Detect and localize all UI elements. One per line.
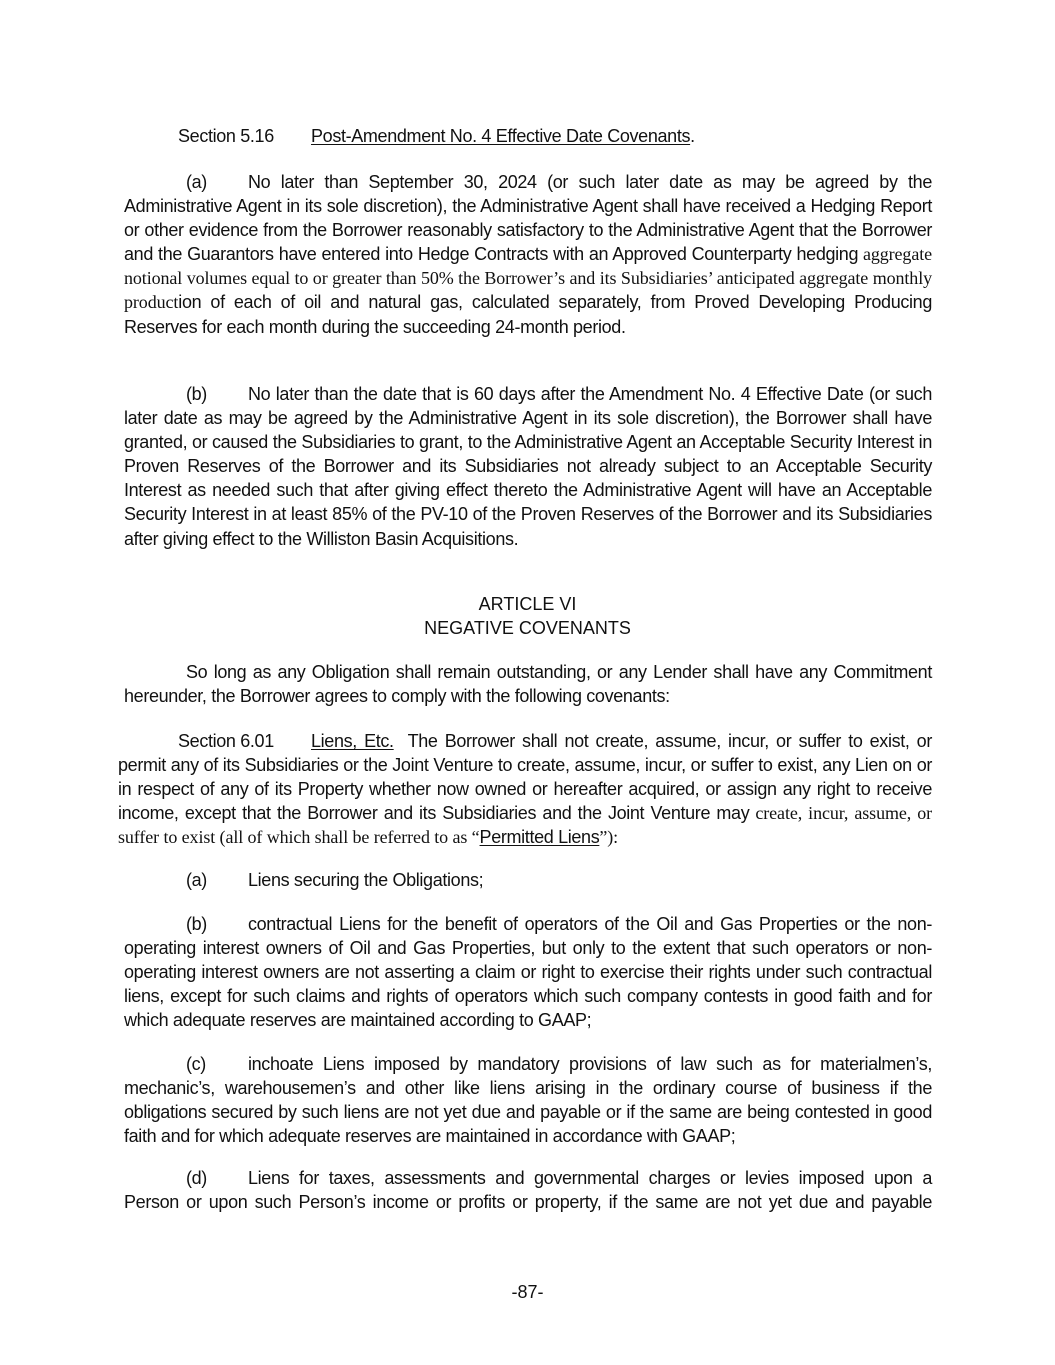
- section-5-16-paragraph-b: (b) No later than the date that is 60 days after the Amendment No. 4 Effective Date (or such later date as may be agreed by the Administrative Agent in its sole discretion), the Borrower shall have granted, or caused the Subsidiaries to grant, to the Administrative Agent an Acceptable Security Interest in Proven Reserves of the Borrower and its Subsidiaries not already subject to an Acceptable Security Interest as needed such that after giving effect thereto the Administrative Agent will have an Acceptable Security Interest in at least 85% of the PV-10 of the Proven Reserves of the Borrower and its Subsidiaries after giving effect to the Williston Basin Acquisitions.: [124, 384, 932, 549]
- section-6-01-item-c: (c) inchoate Liens imposed by mandatory provisions of law such as for materialmen’s, mechanic’s, warehousemen’s and other like liens arising in the ordinary course of business if the obligations secured by such liens are not yet due and payable or if the same are being contested in good faith and for which adequate reserves are maintained in accordance with GAAP;: [124, 1054, 932, 1147]
- item-label: (a): [186, 870, 207, 890]
- paragraph-label: (a): [186, 172, 207, 192]
- section-6-01-item-b: (b) contractual Liens for the benefit of operators of the Oil and Gas Properties or the non-operating interest owners of Oil and Gas Properties, but only to the extent that such operators or non-operating interest owners are not asserting a claim or right to exercise their rights under such contractual liens, except for such claims and rights of operators which such company contests in good faith and for which adequate reserves are maintained according to GAAP;: [124, 914, 932, 1031]
- section-5-16-heading: Section 5.16 Post-Amendment No. 4 Effective Date Covenants.: [178, 126, 695, 146]
- section-6-01-item-d: (d) Liens for taxes, assessments and governmental charges or levies imposed upon a Person or upon such Person’s income or profits or property, if the same are not yet due and payable: [124, 1168, 932, 1213]
- section-number: Section 5.16: [178, 126, 274, 146]
- section-6-01-item-a: (a) Liens securing the Obligations;: [124, 868, 932, 892]
- defined-term: Permitted Liens: [479, 827, 600, 848]
- page-number: -87-: [511, 1282, 544, 1302]
- paragraph-label: (b): [186, 384, 207, 404]
- section-title: Liens, Etc.: [311, 731, 394, 751]
- article-number: ARTICLE VI: [478, 594, 577, 614]
- section-number: Section 6.01: [178, 731, 274, 751]
- item-label: (b): [186, 914, 207, 934]
- item-label: (d): [186, 1168, 207, 1188]
- section-title: Post-Amendment No. 4 Effective Date Covenants: [311, 126, 691, 146]
- section-5-16-paragraph-a: (a) No later than September 30, 2024 (or such later date as may be agreed by the Administrative Agent in its sole discretion), the Administrative Agent shall have received a Hedging Report or other evidence from the Borrower reasonably satisfactory to the Administrative Agent that the Borrower and the Guarantors have entered into Hedge Contracts with an Approved Counterparty hedging aggregate notional volumes equal to or greater than 50% the Borrower’s and its Subsidiaries’ anticipated aggregate monthly production of each of oil and natural gas, calculated separately, from Proved Developing Producing Reserves for each month during the succeeding 24-month period.: [124, 172, 933, 337]
- article-title: NEGATIVE COVENANTS: [424, 618, 631, 638]
- item-label: (c): [186, 1054, 206, 1074]
- article-intro: So long as any Obligation shall remain outstanding, or any Lender shall have any Commitment hereunder, the Borrower agrees to comply with the following covenants:: [124, 662, 932, 707]
- section-6-01: Section 6.01 Liens, Etc. The Borrower shall not create, assume, incur, or suffer to exist, or permit any of its Subsidiaries or the Joint Venture to create, assume, incur, or suffer to exist, any Lien on or in respect of any of its Property whether now owned or hereafter acquired, or assign any right to receive income, except that the Borrower and its Subsidiaries and the Joint Venture may create, incur, assume, or suffer to exist (all of which shall be referred to as “Permitted Liens”):: [118, 731, 932, 848]
